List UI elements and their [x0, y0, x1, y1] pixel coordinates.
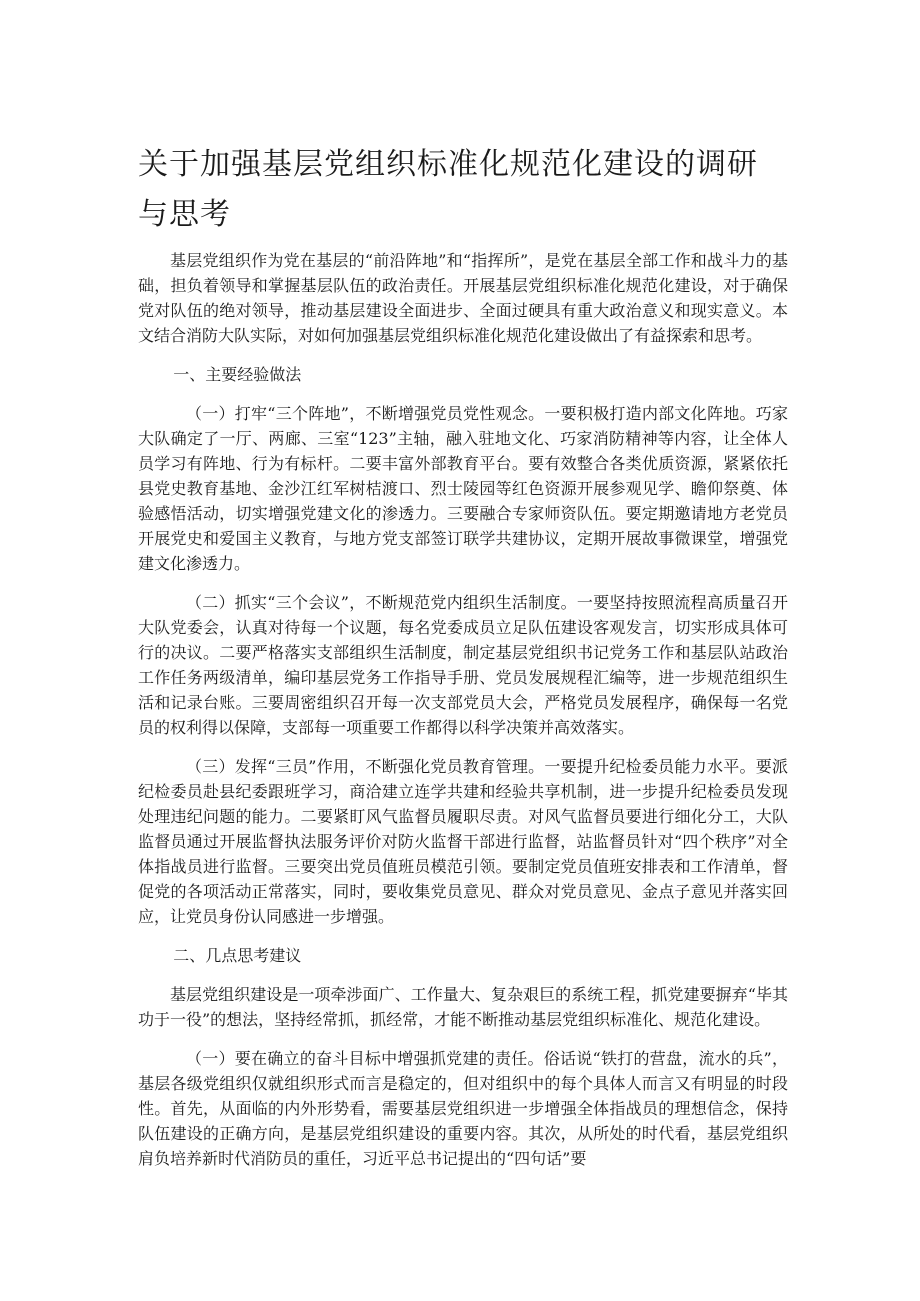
document-title: 关于加强基层党组织标准化规范化建设的调研与思考 — [138, 147, 758, 232]
paragraph-goal-responsibility: （一）要在确立的奋斗目标中增强抓党建的责任。俗话说“铁打的营盘，流水的兵”，基层各级党组织仅就组织形式而言是稳定的，但对组织中的每个具体人而言又有明显的时段性。首先，从面临的内外形势看，需要基层党组织进一步增强全体指战员的理想信念，保持队伍建设的正确方向，是基层党组织建设的重要内容。其次，从所处的时代看，基层党组织肩负培养新时代消防员的重任，习近平总书记提出的“四句话”要 — [138, 1049, 788, 1168]
paragraph-three-positions: （一）打牢“三个阵地”，不断增强党员党性观念。一要积极打造内部文化阵地。巧家大队确定了一厅、两廊、三室“123”主轴，融入驻地文化、巧家消防精神等内容，让全体人员学习有阵地、行为有标杆。二要丰富外部教育平台。要有效整合各类优质资源，紧紧依托县党史教育基地、金沙江红军树桔渡口、烈士陵园等红色资源开展参观见学、瞻仰祭奠、体验感悟活动，切实增强党建文化的渗透力。三要融合专家师资队伍。要定期邀请地方老党员开展党史和爱国主义教育，与地方党支部签订联学共建协议，定期开展故事微课堂，增强党建文化渗透力。 — [138, 404, 788, 573]
intro-paragraph: 基层党组织作为党在基层的“前沿阵地”和“指挥所”，是党在基层全部工作和战斗力的基础，担负着领导和掌握基层队伍的政治责任。开展基层党组织标准化规范化建设，对于确保党对队伍的绝对领导，推动基层建设全面进步、全面过硬具有重大政治意义和现实意义。本文结合消防大队实际，对如何加强基层党组织标准化规范化建设做出了有益探索和思考。 — [138, 251, 788, 345]
paragraph-three-meetings: （二）抓实“三个会议”，不断规范党内组织生活制度。一要坚持按照流程高质量召开大队党委会，认真对待每一个议题，每名党委成员立足队伍建设客观发言，切实形成具体可行的决议。二要严格落实支部组织生活制度，制定基层党组织书记党务工作和基层队站政治工作任务两级清单，编印基层党务工作指导手册、党员发展规程汇编等，进一步规范组织生活和记录台账。三要周密组织召开每一次支部党员大会，严格党员发展程序，确保每一名党员的权利得以保障，支部每一项重要工作都得以科学决策并高效落实。 — [138, 593, 788, 737]
section-heading-experience: 一、主要经验做法 — [173, 365, 302, 384]
document-body — [138, 248, 788, 1185]
paragraph-three-members: （三）发挥“三员”作用，不断强化党员教育管理。一要提升纪检委员能力水平。要派纪检委员赴县纪委跟班学习，商洽建立连学共建和经验共享机制，进一步提升纪检委员发现处理违纪问题的能力。二要紧盯风气监督员履职尽责。对风气监督员要进行细化分工，大队监督员通过开展监督执法服务评价对防火监督干部进行监督，站监督员针对“四个秩序”对全体指战员进行监督。三要突出党员值班员模范引领。要制定党员值班安排表和工作清单，督促党的各项活动正常落实，同时，要收集党员意见、群众对党员意见、金点子意见并落实回应，让党员身份认同感进一步增强。 — [138, 757, 788, 926]
section-heading-suggestions: 二、几点思考建议 — [173, 946, 302, 965]
paragraph-suggestions-intro: 基层党组织建设是一项牵涉面广、工作量大、复杂艰巨的系统工程，抓党建要摒弃“毕其功于一役”的想法，坚持经常抓，抓经常，才能不断推动基层党组织标准化、规范化建设。 — [138, 985, 788, 1029]
